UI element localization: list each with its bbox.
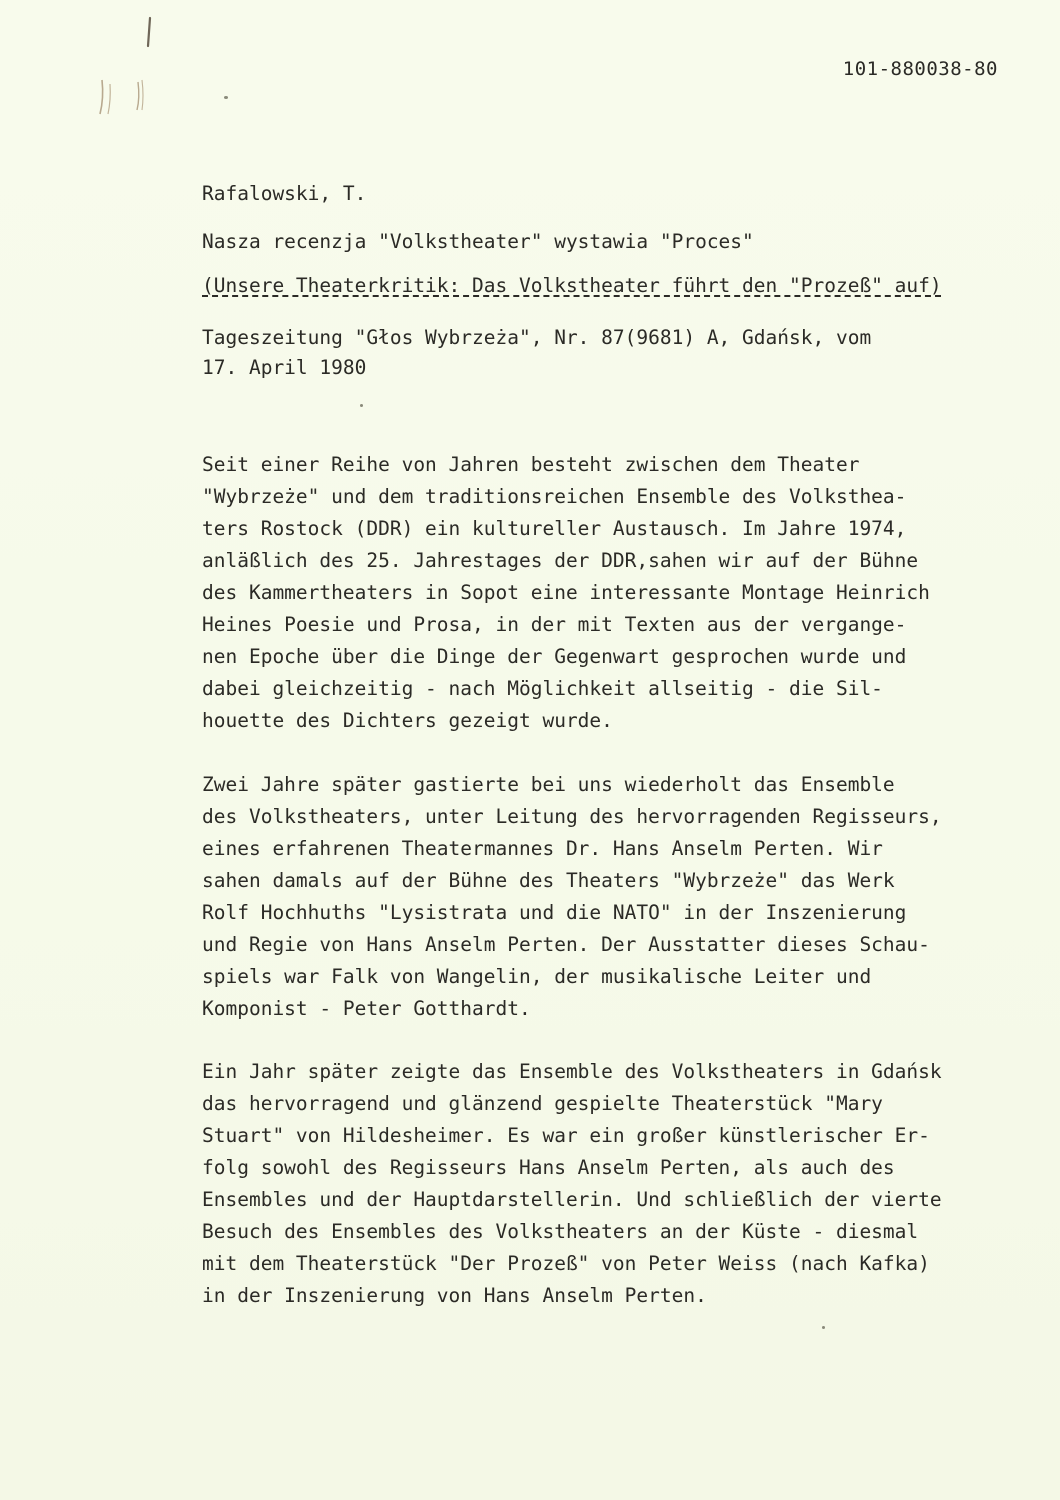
text-line: anläßlich des 25. Jahrestages der DDR,sahen wir auf der Bühne: [202, 549, 919, 572]
text-line: spiels war Falk von Wangelin, der musikalische Leiter und: [202, 965, 872, 988]
paragraph-1: [202, 449, 1022, 737]
text-line: ters Rostock (DDR) ein kultureller Austausch. Im Jahre 1974,: [202, 517, 907, 540]
text-line: des Kammertheaters in Sopot eine interessante Montage Heinrich: [202, 581, 930, 604]
text-line: folg sowohl des Regisseurs Hans Anselm Perten, als auch des: [202, 1156, 895, 1179]
paragraph-3: [202, 1056, 1022, 1312]
pencil-marks: [80, 10, 170, 120]
text-line: Rolf Hochhuths "Lysistrata und die NATO" in der Inszenierung: [202, 901, 907, 924]
ink-speck: [224, 96, 228, 99]
german-title: (Unsere Theaterkritik: Das Volkstheater führt den "Prozeß" auf): [202, 274, 942, 297]
text-line: Ensembles und der Hauptdarstellerin. Und schließlich der vierte: [202, 1188, 942, 1211]
text-line: des Volkstheaters, unter Leitung des hervorragenden Regisseurs,: [202, 805, 942, 828]
text-line: nen Epoche über die Dinge der Gegenwart gesprochen wurde und: [202, 645, 907, 668]
text-line: Zwei Jahre später gastierte bei uns wiederholt das Ensemble: [202, 773, 895, 796]
text-line: und Regie von Hans Anselm Perten. Der Ausstatter dieses Schau-: [202, 933, 930, 956]
text-line: das hervorragend und glänzend gespielte Theaterstück "Mary: [202, 1092, 883, 1115]
ink-speck: [360, 404, 363, 407]
text-line: eines erfahrenen Theatermannes Dr. Hans Anselm Perten. Wir: [202, 837, 883, 860]
text-line: Ein Jahr später zeigte das Ensemble des Volkstheaters in Gdańsk: [202, 1060, 942, 1083]
source-line-1: Tageszeitung "Głos Wybrzeża", Nr. 87(9681) A, Gdańsk, vom: [202, 326, 872, 349]
text-line: in der Inszenierung von Hans Anselm Perten.: [202, 1284, 707, 1307]
source-line-2: 17. April 1980: [202, 356, 367, 379]
text-line: houette des Dichters gezeigt wurde.: [202, 709, 613, 732]
text-line: Stuart" von Hildesheimer. Es war ein großer künstlerischer Er-: [202, 1124, 930, 1147]
text-line: Besuch des Ensembles des Volkstheaters an der Küste - diesmal: [202, 1220, 919, 1243]
author: Rafalowski, T.: [202, 182, 367, 205]
ink-speck: [822, 1326, 825, 1329]
text-line: mit dem Theaterstück "Der Prozeß" von Peter Weiss (nach Kafka): [202, 1252, 930, 1275]
document-number: 101-880038-80: [842, 58, 998, 80]
text-line: "Wybrzeże" und dem traditionsreichen Ensemble des Volksthea-: [202, 485, 907, 508]
text-line: Heines Poesie und Prosa, in der mit Texten aus der vergange-: [202, 613, 907, 636]
text-line: Komponist - Peter Gotthardt.: [202, 997, 531, 1020]
text-line: dabei gleichzeitig - nach Möglichkeit allseitig - die Sil-: [202, 677, 883, 700]
text-line: sahen damals auf der Bühne des Theaters "Wybrzeże" das Werk: [202, 869, 895, 892]
paragraph-2: [202, 769, 1022, 1025]
text-line: Seit einer Reihe von Jahren besteht zwischen dem Theater: [202, 453, 860, 476]
original-title: Nasza recenzja "Volkstheater" wystawia "Proces": [202, 230, 754, 253]
